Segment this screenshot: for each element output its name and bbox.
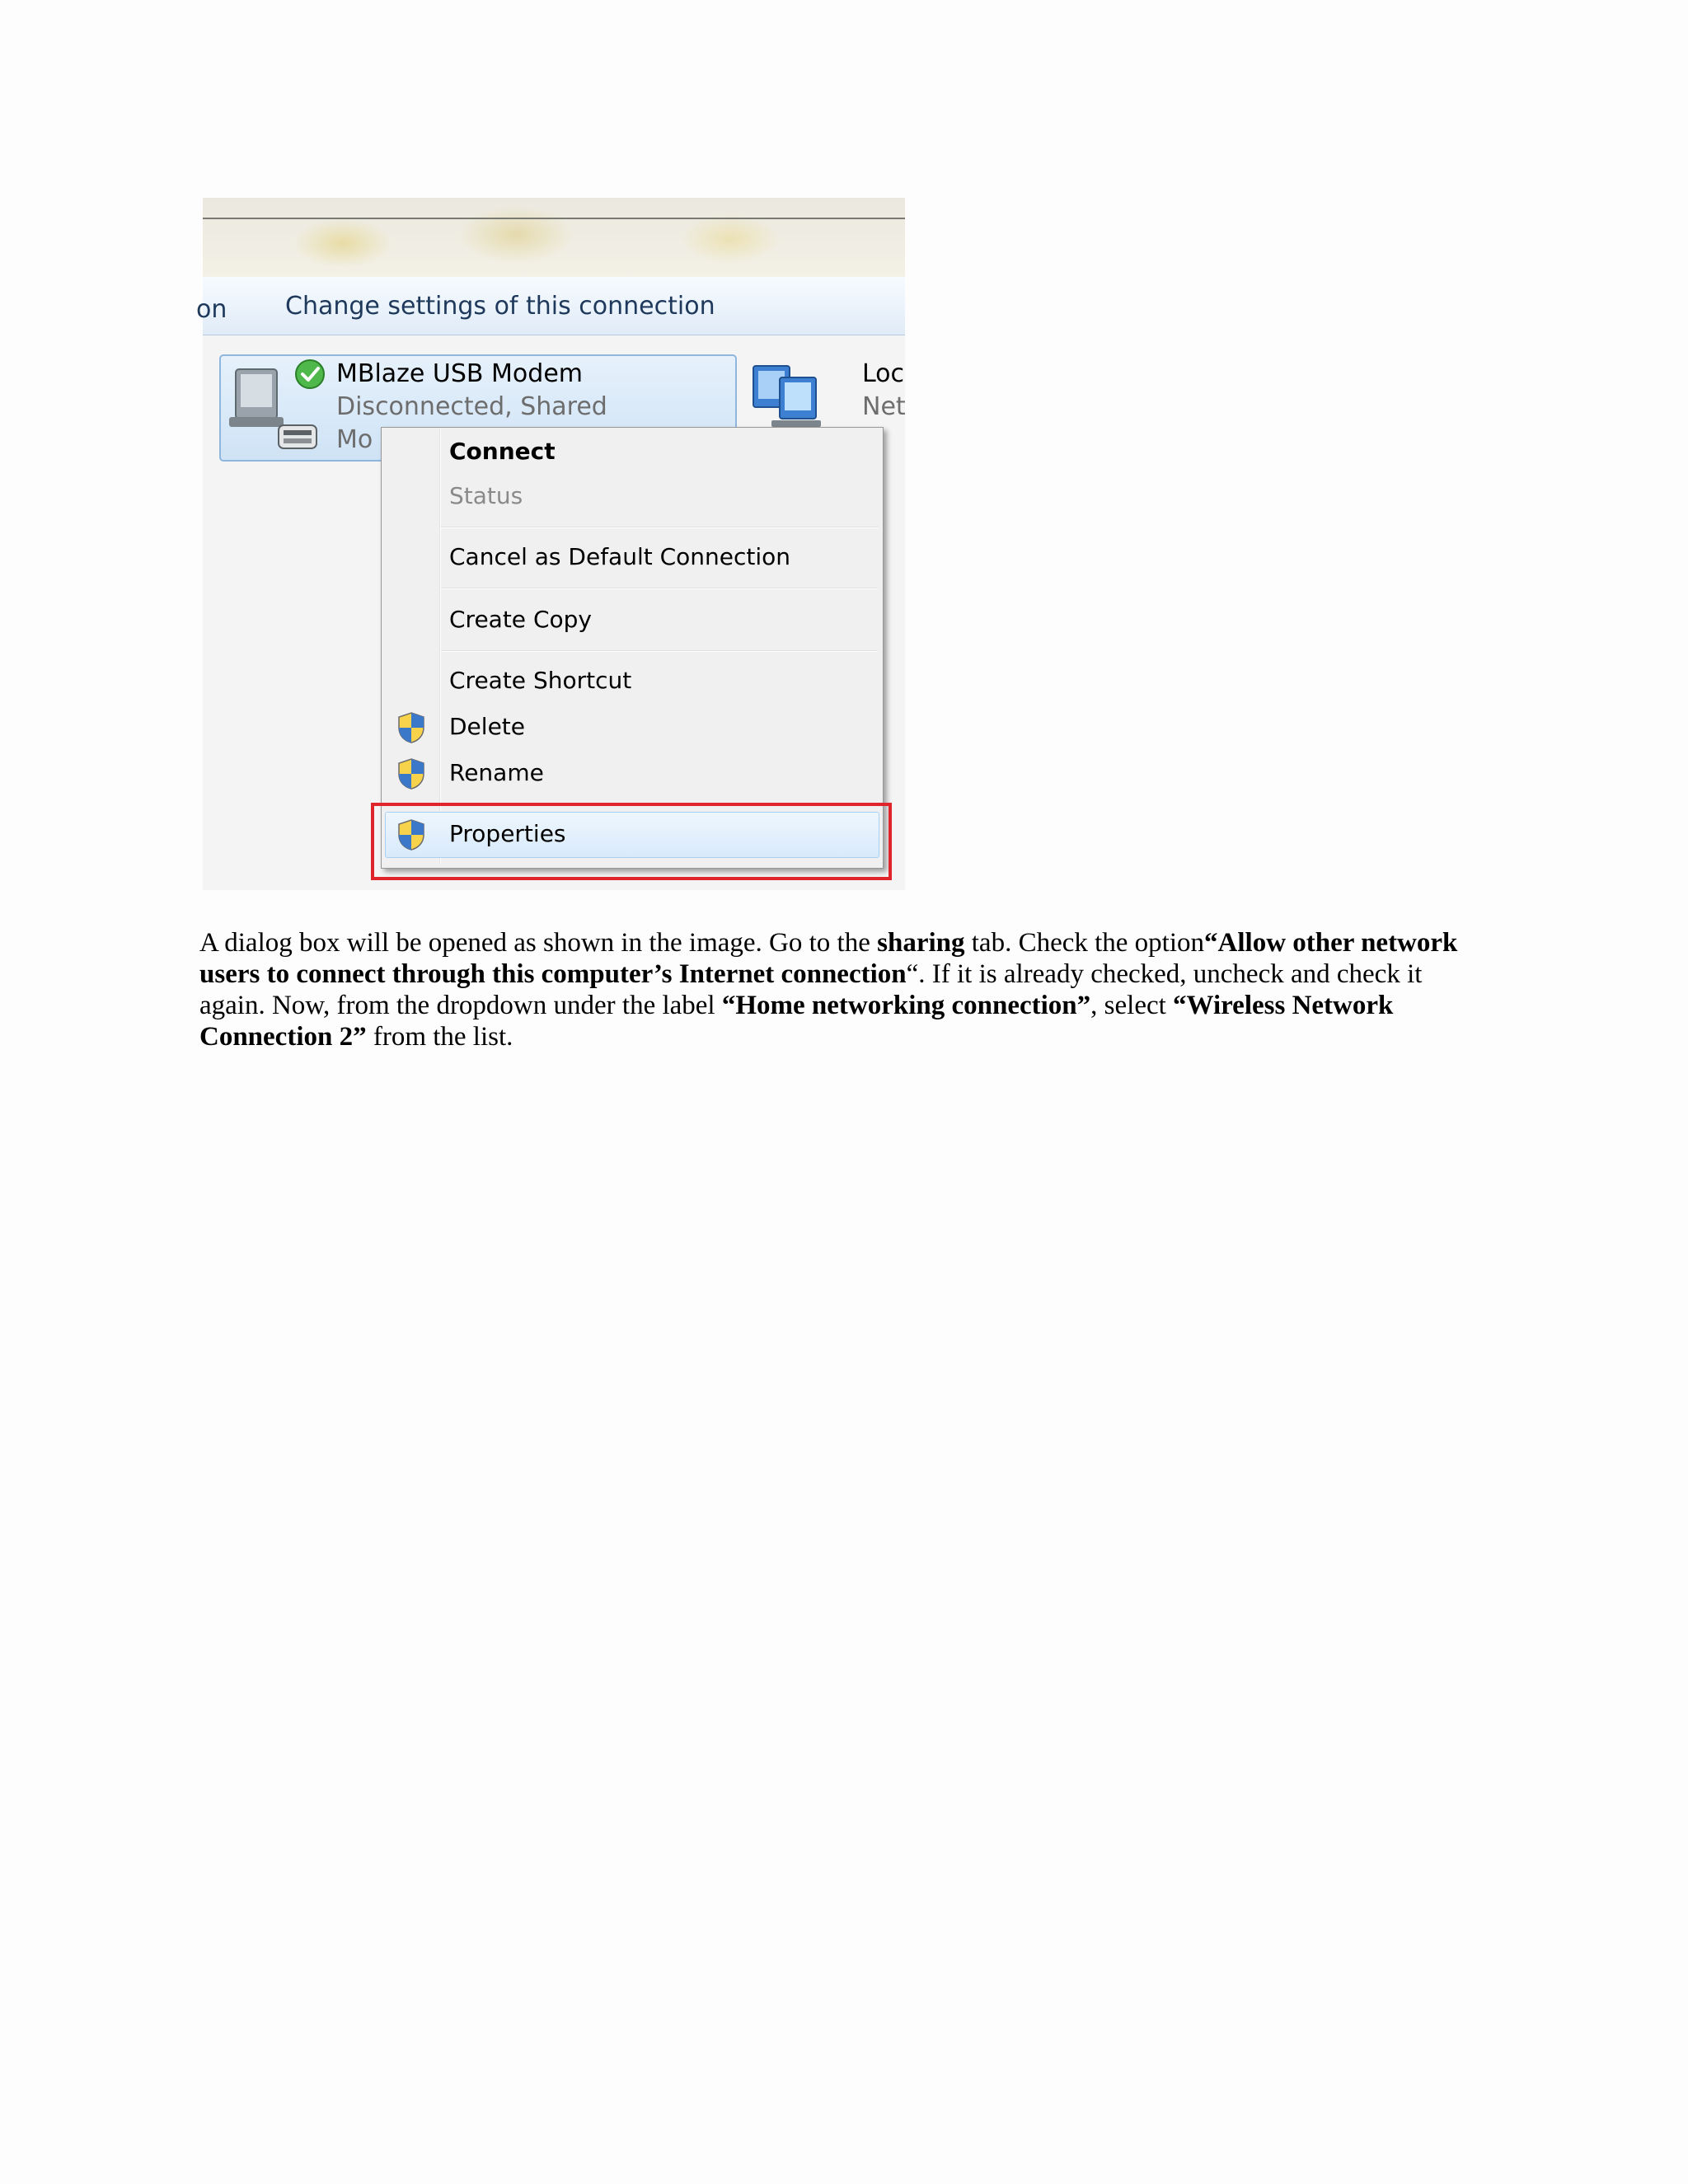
menu-separator bbox=[441, 527, 878, 528]
instruction-text: A dialog box will be opened as shown in the image. Go to the bbox=[199, 928, 878, 958]
uac-shield-icon bbox=[396, 757, 426, 790]
uac-shield-icon bbox=[396, 711, 426, 744]
instruction-bold: “Allow other network users to connect through this computer’s Internet connection bbox=[199, 928, 1458, 989]
instruction-text: “. If it is already checked, uncheck and check it again. Now, from the dropdown under the label bbox=[199, 959, 1423, 1020]
connection-device: Mo bbox=[336, 425, 373, 454]
menu-item-rename[interactable]: Rename bbox=[449, 759, 544, 786]
properties-highlight-box bbox=[371, 803, 892, 880]
connection2-name: Loc bbox=[862, 359, 905, 388]
connection-status: Disconnected, Shared bbox=[336, 392, 607, 421]
instruction-bold: “Wireless Network Connection 2” bbox=[199, 991, 1394, 1052]
menu-separator bbox=[441, 650, 878, 652]
toolbar-partial-button[interactable]: on bbox=[196, 295, 227, 324]
instruction-paragraph bbox=[199, 927, 1485, 1052]
check-icon bbox=[293, 358, 326, 391]
menu-item-create-copy[interactable]: Create Copy bbox=[449, 606, 592, 633]
banner-divider bbox=[203, 218, 905, 219]
menu-gutter bbox=[439, 429, 441, 865]
change-settings-button[interactable]: Change settings of this connection bbox=[285, 292, 715, 321]
instruction-bold: “Home networking connection” bbox=[721, 991, 1091, 1020]
connection2-status: Net bbox=[862, 392, 906, 421]
menu-item-connect[interactable]: Connect bbox=[449, 438, 556, 465]
menu-item-status: Status bbox=[449, 482, 523, 509]
menu-item-cancel-default[interactable]: Cancel as Default Connection bbox=[449, 543, 791, 570]
menu-item-properties[interactable]: Properties bbox=[449, 820, 566, 847]
instruction-text: from the list. bbox=[366, 1022, 513, 1052]
window-banner bbox=[203, 198, 905, 279]
menu-item-delete[interactable]: Delete bbox=[449, 713, 525, 740]
instruction-text: tab. Check the option bbox=[964, 928, 1205, 958]
menu-item-create-shortcut[interactable]: Create Shortcut bbox=[449, 667, 632, 694]
connection-name: MBlaze USB Modem bbox=[336, 359, 584, 388]
menu-separator bbox=[441, 588, 878, 589]
screenshot-figure bbox=[196, 198, 906, 890]
instruction-bold: sharing bbox=[877, 928, 965, 958]
instruction-text: , select bbox=[1090, 991, 1174, 1020]
